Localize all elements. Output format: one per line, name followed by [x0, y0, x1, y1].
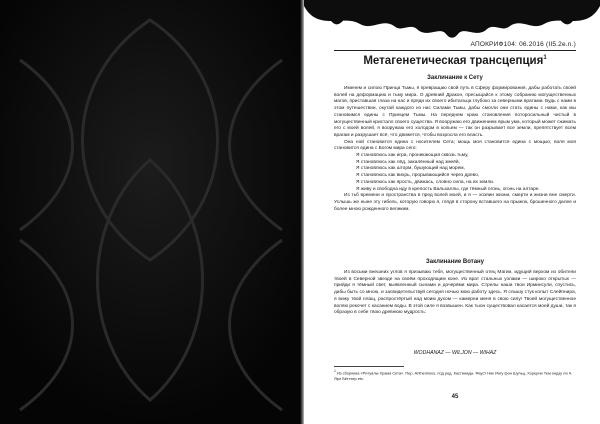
- verse-line: Я становлюсь как шторм, бушующий над морем,: [356, 166, 465, 172]
- page-number: 45: [451, 394, 459, 400]
- title-text: Метагенетическая трансцепция: [363, 55, 544, 67]
- verse-line: Я живу и свободна иду в крепость Вальхаллы, где тёмный огонь, огонь на алтаре.: [356, 186, 540, 192]
- footnote: [334, 369, 576, 381]
- paragraph: Она ной становится едина с носителем Сета; мощь моя становится едина с мощью; воля моя становится едина с Богом мира сего:: [334, 139, 576, 152]
- verse-line: Я становлюсь как ярость, движась, словно сила, на их земли.: [356, 179, 495, 185]
- header-rule: [334, 50, 576, 51]
- paragraph: Именем и силою Принца Тьмы, я превращаю свой путь в Сферу формирования, дабы работать своей волей на деформацию и тьму мира. О древний Дракон, пресыщайся к этому собранию могущественных магов, приставшая глаза на нас и пряди их своего ибитальца глубоко за северными вратами. Будь с нами в этом путешествии, окутай каждого из нас Силами Тьмы, дабы смогли они стать едины с нами, как мы становимся едины с Принцем Тьмы. На переднем краю становления поторосильный чистый в могущественный кристалл своего существа. Я вооружаю его движением ярым ума, который может сжимать его с моей волей, я вооружаю его холодом в копьем — так он разрывает все земли, препятствует всем врагам и разрушает всё, что движется, чтобы возросла его власть.: [334, 86, 576, 138]
- title-footnote-mark: 1: [543, 55, 547, 62]
- section-heading-set: Заклинание к Сету: [427, 75, 483, 81]
- right-page: [304, 0, 600, 424]
- section-body-wotan: [334, 270, 576, 317]
- footnote-text: Из сборника «Ритуалы Храма Сета». Пер. Anthemious, под ред. Кастиниды. Фауст Ник Ингу фон Шульц, Хорерии Тем ондзу ли Ч. Ярл Бёттхер etc.: [334, 370, 573, 381]
- section-body-set: [334, 86, 576, 213]
- running-header: АПОКРИФ104: 06.2016 (II5.2e.n.): [470, 41, 576, 48]
- verse-line: Я становлюсь как лёд, закалённый над змеёй,: [356, 159, 460, 165]
- page-title: [334, 55, 576, 67]
- section-heading-wotan: Заклинание Вотану: [425, 259, 485, 265]
- footnote-rule: [334, 366, 404, 367]
- paragraph: Из восьми внешних углов я призываю тебя, могущественный отец Магии, идущий верхом из обители твоей в Северной звезде на своём проходящим коне. Из врат стальных узлами — широко открытых — прийди я тёмный свет, выявленный сынами и дочерями мира. Стрелы наши твои Ирминсули, спустись, дабы быть со мною, и засвидетельствуй сегодня ночью мою работу здесь. Я слышу стук копыт Слейпнира, я вижу твой плащ, распростёртый над моим духом — камерни меня в свою силу! Твоей могущественное воляю рекочет с касанием воды. В этой силе я возвышен. Как тыон существовал касается моей души, так я образую в себе твою древнюю мудрость:: [334, 270, 576, 316]
- invocation-formula: WODHANAZ — WILJON — WIHAZ: [413, 350, 497, 356]
- footnote-mark: 1: [334, 369, 336, 373]
- header-ornament: [304, 0, 600, 40]
- verse-line: Я становлюсь как вихрь, прорывающийся через древо,: [356, 173, 480, 179]
- paragraph: Из тьб времени и пространства в пред волей моей, и я — хозяин жизни, смерти и жизни вне смерти. Услышь же ныне эту гибель, которую говорю я, глядя в сторону вставшего на прыжок, брошенного далее и более мною рожденного великим.: [334, 193, 576, 212]
- verse-line: Я становлюсь как игра, проникающая сквозь тьму,: [356, 153, 469, 159]
